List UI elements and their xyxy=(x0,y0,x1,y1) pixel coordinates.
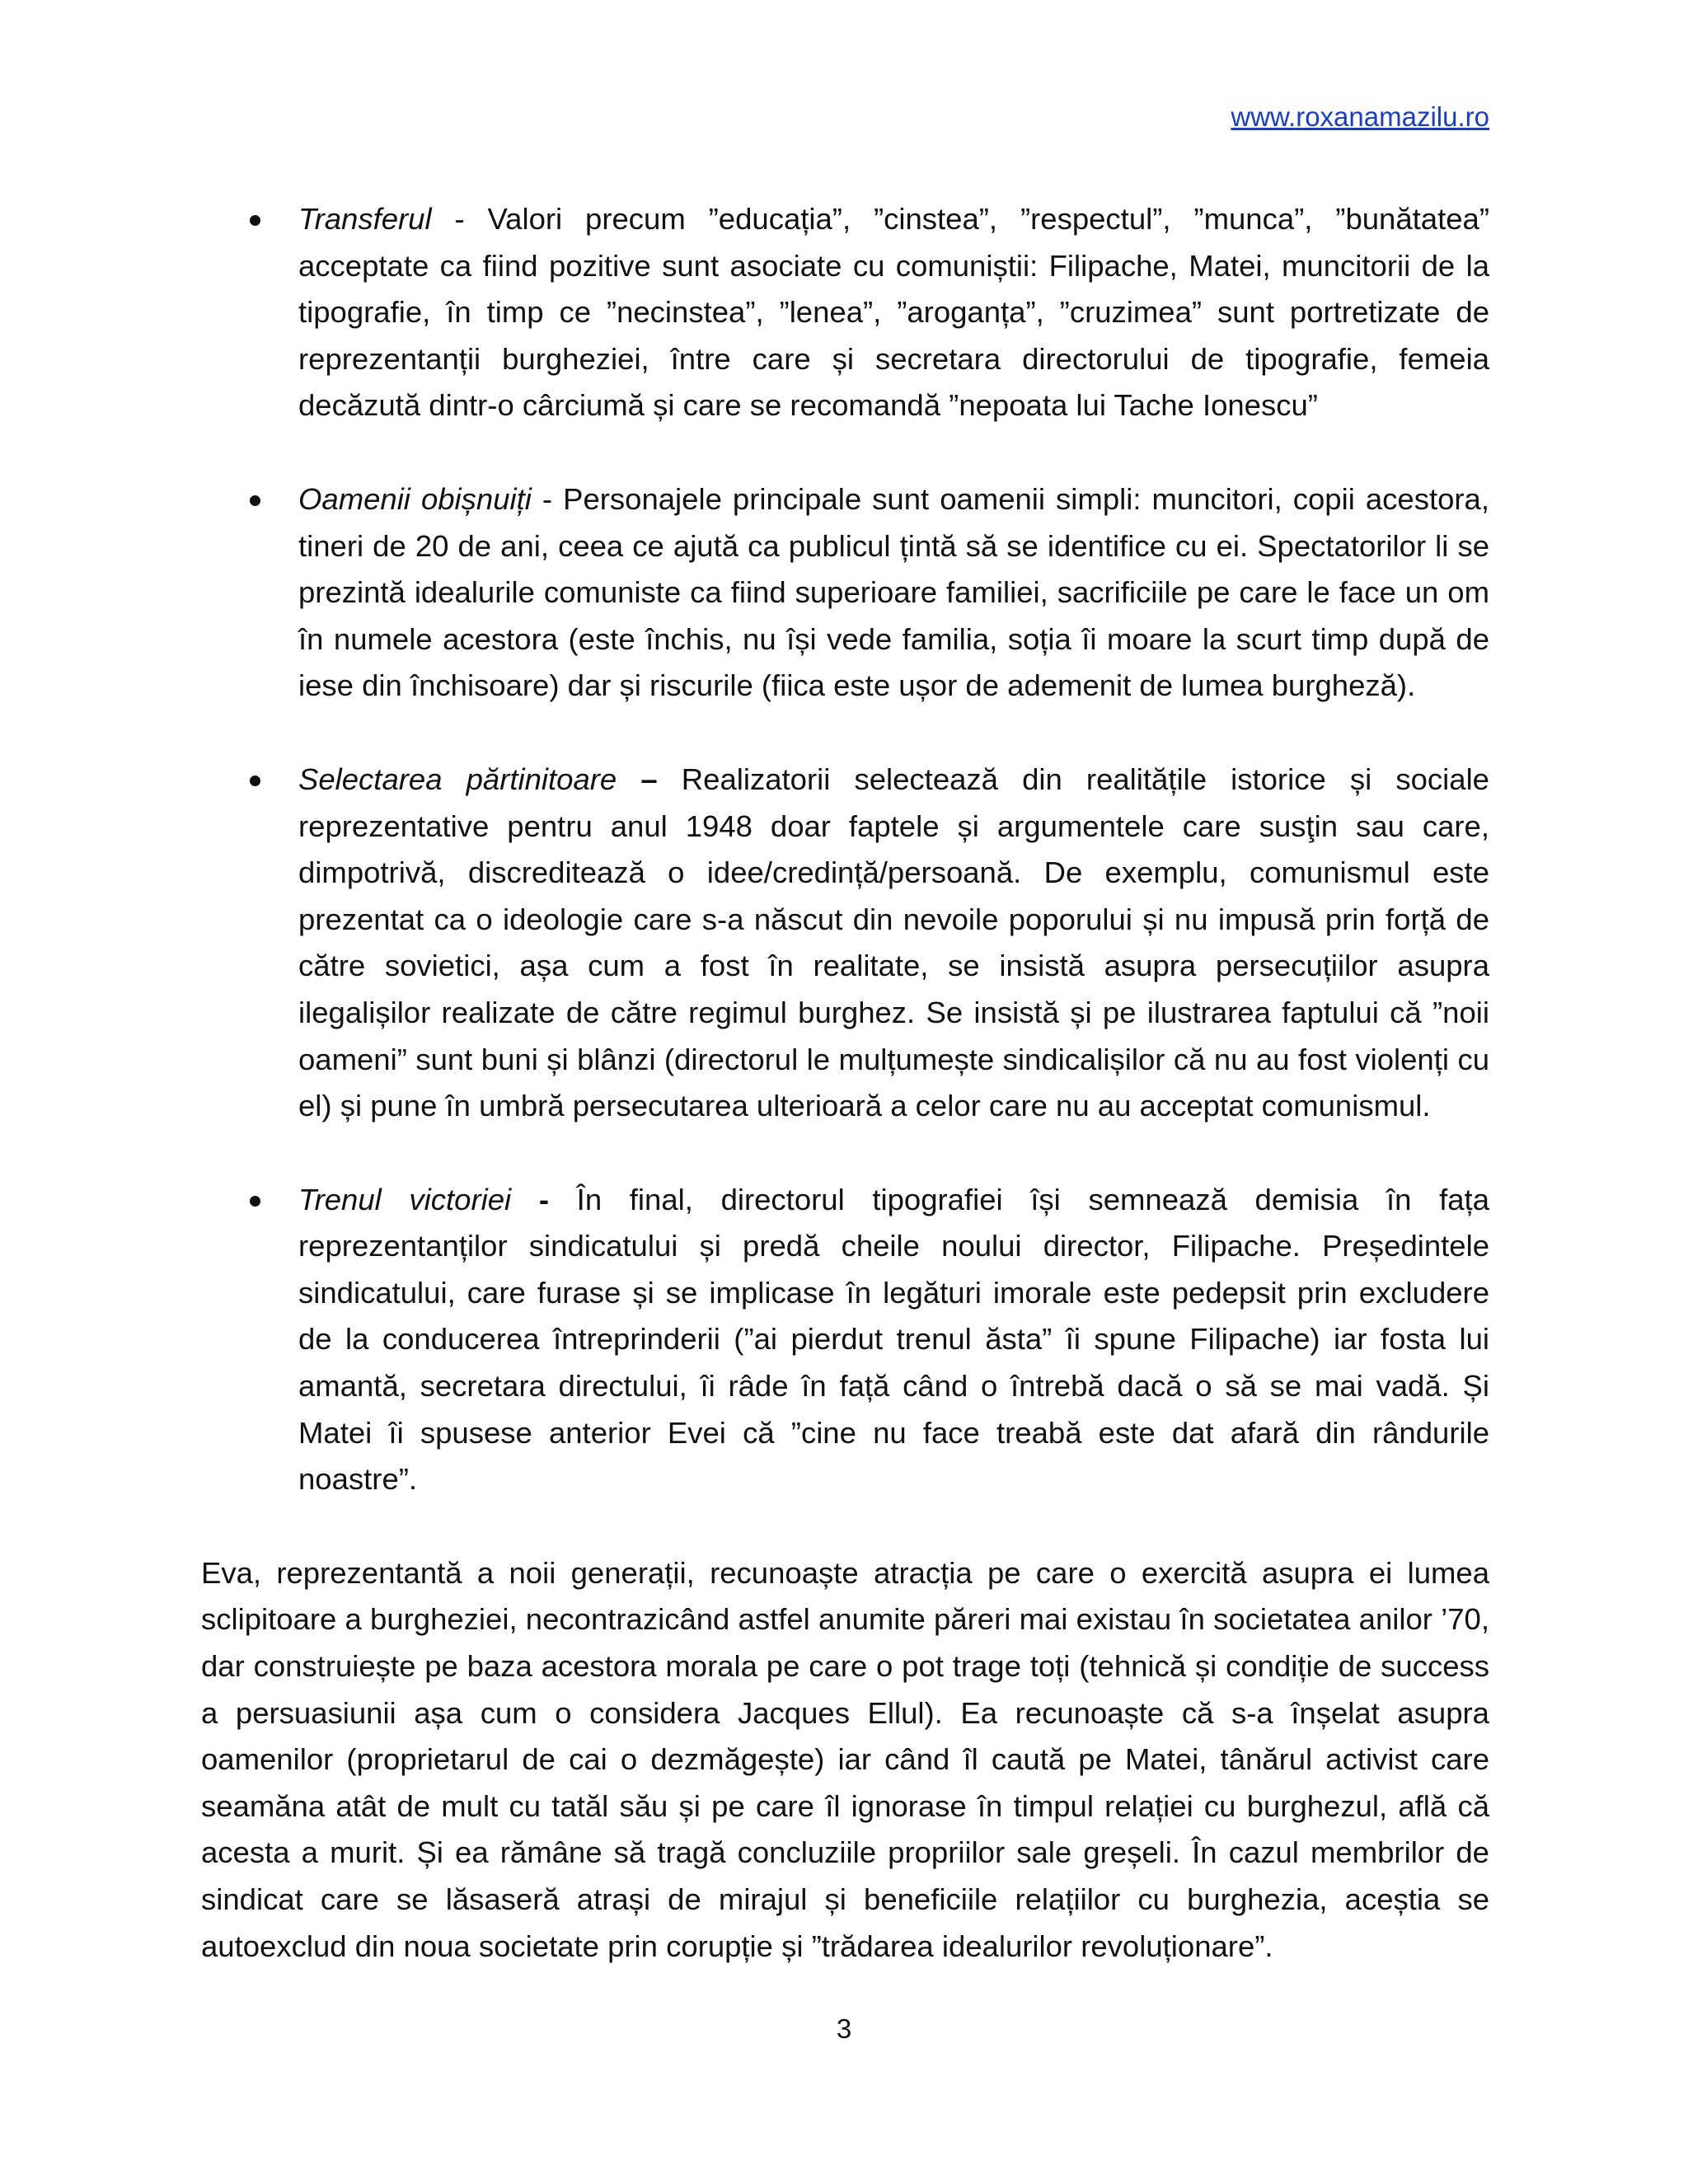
bullet-text: Personajele principale sunt oamenii simpli: muncitori, copii acestora, tineri de 20 de ani, ceea ce ajută ca publicul țintă să se identifice cu ei. Spectatorilor li se prezintă idealurile comuniste ca fiind superioare familiei, sacrificiile pe care le face un om în numele acestora (este închis, nu își vede familia, soția îi moare la scurt timp după de iese din închisoare) dar și riscurile (fiica este ușor de ademenit de lumea burgheză). xyxy=(298,481,1489,703)
bullet-term: Transferul xyxy=(298,202,432,236)
bullet-icon xyxy=(250,215,260,226)
bullet-list xyxy=(201,196,1489,1503)
bullet-item-selectarea-partinitoare xyxy=(201,757,1489,1130)
bullet-item-transferul xyxy=(201,196,1489,429)
bullet-text: Realizatorii selectează din realitățile istorice și sociale reprezentative pentru anul 1948 doar faptele și argumentele care susţin sau care, dimpotrivă, discreditează o idee/credință/persoană. De exemplu, comunismul este prezentat ca o ideologie care s-a născut din nevoile poporului și nu impusă prin forță de către sovietici, așa cum a fost în realitate, se insistă asupra persecuțiilor asupra ilegalișilor realizate de către regimul burghez. Se insistă și pe ilustrarea faptului că ”noii oameni” sunt buni și blânzi (directorul le mulțumește sindicalișilor că nu au fost violenți cu el) și pune în umbră persecutarea ulterioară a celor care nu au acceptat comunismul. xyxy=(298,762,1489,1123)
bullet-text: Valori precum ”educația”, ”cinstea”, ”respectul”, ”munca”, ”bunătatea” acceptate ca fiind pozitive sunt asociate cu comuniștii: Filipache, Matei, muncitorii de la tipografie, în timp ce ”necinstea”, ”lenea”, ”aroganța”, ”cruzimea” sunt portretizate de reprezentanții burgheziei, între care și secretara directorului de tipografie, femeia decăzută dintr-o cârciumă și care se recomandă ”nepoata lui Tache Ionescu” xyxy=(298,202,1489,423)
bullet-term: Selectarea părtinitoare xyxy=(298,762,617,796)
bullet-separator: - xyxy=(511,1182,577,1216)
bullet-icon xyxy=(250,1196,260,1207)
bullet-icon xyxy=(250,776,260,786)
bullet-text: În final, directorul tipografiei își semnează demisia în fața reprezentanților sindicatului și predă cheile noului director, Filipache. Președintele sindicatului, care furase și se implicase în legături imorale este pedepsit prin excludere de la conducerea întreprinderii (”ai pierdut trenul ăsta” îi spune Filipache) iar fosta lui amantă, secretara directului, îi râde în față când o întrebă dacă o să se mai vadă. Și Matei îi spusese anterior Evei că ”cine nu face treabă este dat afară din rândurile noastre”. xyxy=(298,1182,1489,1497)
bullet-icon xyxy=(250,495,260,506)
bullet-item-oamenii-obisnuiti xyxy=(201,476,1489,710)
website-link[interactable]: www.roxanamazilu.ro xyxy=(1231,101,1489,132)
document-body xyxy=(201,196,1489,1970)
bullet-separator: - xyxy=(431,202,488,236)
body-paragraph: Eva, reprezentantă a noii generații, recunoaște atracția pe care o exercită asupra ei lumea sclipitoare a burgheziei, necontrazicând astfel anumite păreri mai existau în societatea anilor ’70, dar construiește pe baza acestora morala pe care o pot trage toți (tehnică și condiție de success a persuasiunii așa cum o considera Jacques Ellul). Ea recunoaște că s-a înșelat asupra oamenilor (proprietarul de cai o dezmăgește) iar când îl caută pe Matei, tânărul activist care seamăna atât de mult cu tatăl său și pe care îl ignorase în timpul relației cu burghezul, află că acesta a murit. Și ea rămâne să tragă concluziile propriilor sale greșeli. În cazul membrilor de sindicat care se lăsaseră atrași de mirajul și beneficiile relațiilor cu burghezia, aceștia se autoexclud din noua societate prin corupție și ”trădarea idealurilor revoluționare”. xyxy=(201,1555,1489,1963)
bullet-separator: – xyxy=(617,762,682,796)
bullet-item-trenul-victoriei xyxy=(201,1177,1489,1503)
bullet-term: Trenul victoriei xyxy=(298,1182,512,1216)
page-number: 3 xyxy=(836,2013,852,2044)
bullet-separator: - xyxy=(531,481,564,516)
bullet-term: Oamenii obișnuiți xyxy=(298,481,532,516)
